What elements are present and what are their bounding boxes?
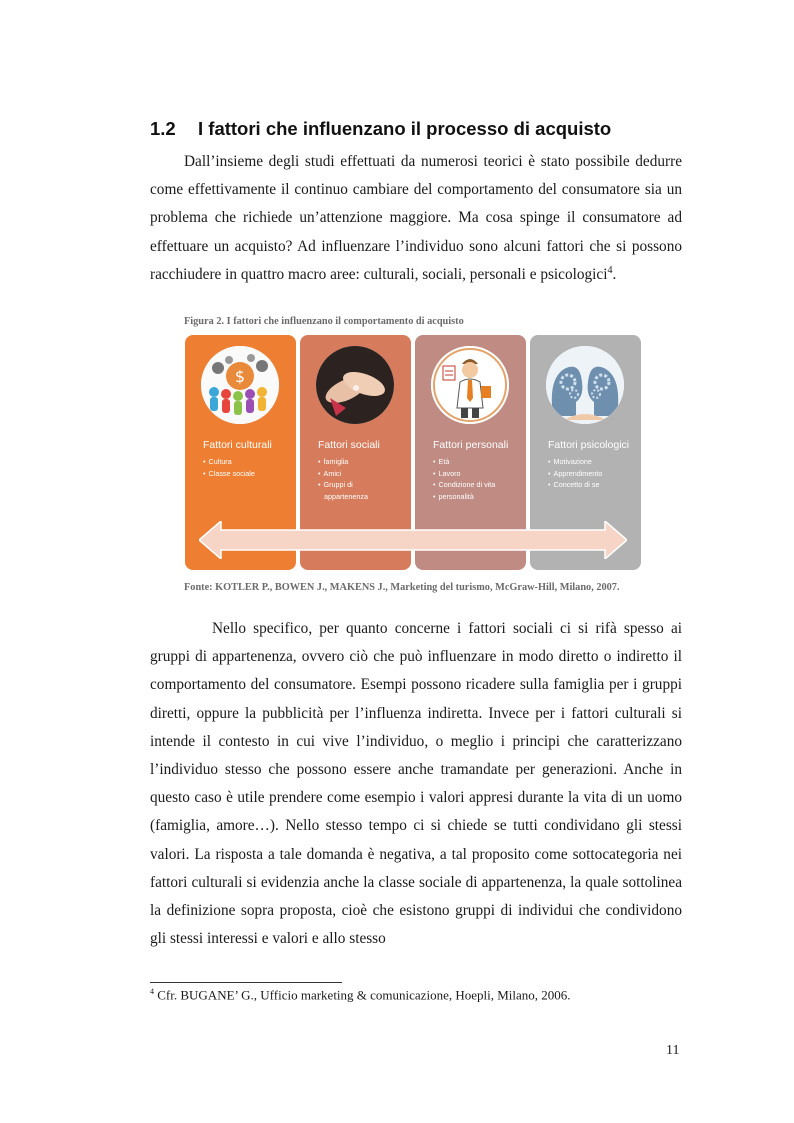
card-title: Fattori culturali xyxy=(203,439,272,451)
page-number: 11 xyxy=(666,1043,680,1058)
footnote-reference: 4 xyxy=(607,264,613,276)
paragraph-intro-text: Dall’insieme degli studi effettuati da numerosi teorici è stato possibile dedurre come effettivamente il continuo cambiare del comportamento del consumatore sia un problema che richiede un’attenzione maggiore. Ma cosa spinge il consumatore ad effettuare un acquisto? Ad influenzare l’individuo sono alcuni fattori che si possono racchiudere in quattro macro aree: culturali, sociali, personali e psicologici xyxy=(150,153,682,283)
footnote-number: 4 xyxy=(150,987,154,996)
card-title: Fattori sociali xyxy=(318,439,380,451)
footnote-divider xyxy=(150,982,342,983)
brain-gears-icon xyxy=(546,346,624,424)
figure-caption: Figura 2. I fattori che influenzano il comportamento di acquisto xyxy=(184,316,464,327)
card-title: Fattori personali xyxy=(433,439,509,451)
card-list xyxy=(548,456,602,491)
section-heading xyxy=(150,118,611,140)
factors-figure xyxy=(185,335,641,570)
footnote-text: Cfr. BUGANE’ G., Ufficio marketing & comunicazione, Hoepli, Milano, 2006. xyxy=(157,987,571,1003)
list-item: • Età xyxy=(433,456,495,468)
list-item: • Condizione di vita xyxy=(433,479,495,491)
card-list xyxy=(433,456,495,502)
figure-source: Fonte: KOTLER P., BOWEN J., MAKENS J., Marketing del turismo, McGraw-Hill, Milano, 2007. xyxy=(184,582,620,593)
list-item: • personalità xyxy=(433,491,495,503)
list-item: • Classe sociale xyxy=(203,468,255,480)
paragraph-body: Nello specifico, per quanto concerne i fattori sociali ci si rifà spesso ai gruppi di appartenenza, ovvero ciò che può influenzare in modo diretto o indiretto il comportamento del consumatore. Esempi possono ricadere sulla famiglia per i gruppi diretti, oppure la pubblicità per l’influenza indiretta. Invece per i fattori culturali si intende il contesto in cui vive l’individuo, o meglio i principi che caratterizzano l’individuo stesso che possono essere anche tramandate per generazioni. Anche in questo caso è utile prendere come esempio i valori appresi durante la vita di un uomo (famiglia, amore…). Nello stesso tempo ci si chiede se tutti condividano gli stessi valori. La risposta a tale domanda è negativa, a tal proposito come sottocategoria nei fattori culturali si evidenzia anche la classe sociale di appartenenza, la quale sottolinea la definizione sopra proposta, cioè che esistono gruppi di individui che condividono gli stessi interessi e valori e allo stesso xyxy=(150,620,682,948)
list-item: • Concetto di se xyxy=(548,479,602,491)
paragraph-intro-end: . xyxy=(612,265,617,283)
list-item: • Motivazione xyxy=(548,456,602,468)
list-item: • Cultura xyxy=(203,456,255,468)
card-list xyxy=(203,456,255,479)
list-item: • Gruppi di appartenenza xyxy=(318,479,384,502)
handshake-icon xyxy=(316,346,394,424)
footnote xyxy=(150,987,571,1003)
list-item: • Amici xyxy=(318,468,384,480)
card-title: Fattori psicologici xyxy=(548,439,630,451)
businessman-icon xyxy=(431,346,509,424)
double-arrow-icon xyxy=(199,521,627,559)
list-item: • Apprendimento xyxy=(548,468,602,480)
svg-text:$: $ xyxy=(234,367,246,386)
card-list xyxy=(318,456,384,502)
section-number: 1.2 xyxy=(150,118,176,139)
list-item: • famiglia xyxy=(318,456,384,468)
culture-people-icon xyxy=(201,346,279,424)
list-item: • Lavoro xyxy=(433,468,495,480)
section-title: I fattori che influenzano il processo di acquisto xyxy=(198,118,612,139)
paragraph-intro xyxy=(150,148,682,289)
